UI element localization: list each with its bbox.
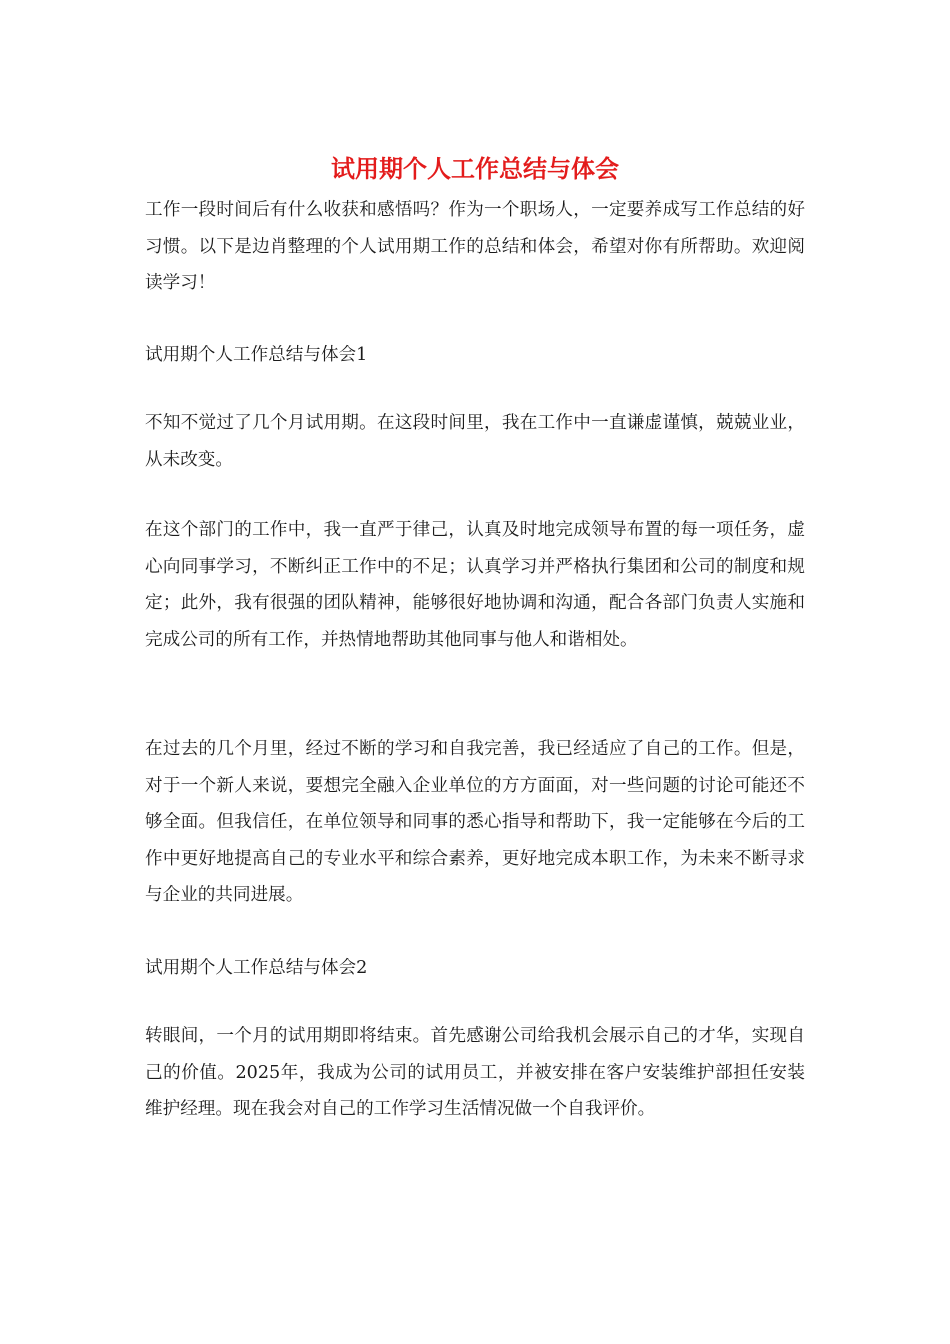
- section1-paragraph: 不知不觉过了几个月试用期。在这段时间里，我在工作中一直谦虚谨慎，兢兢业业，从未改变。: [145, 413, 805, 470]
- section-heading-1: 试用期个人工作总结与体会1: [145, 345, 368, 365]
- section-heading-2: 试用期个人工作总结与体会2: [145, 958, 368, 978]
- document-title: 试用期个人工作总结与体会: [331, 154, 619, 183]
- section2-paragraph: 转眼间，一个月的试用期即将结束。首先感谢公司给我机会展示自己的才华，实现自己的价值。2025年，我成为公司的试用员工，并被安排在客户安装维护部担任安装维护经理。现在我会对自己的工作学习生活情况做一个自我评价。: [145, 1026, 805, 1119]
- intro-paragraph: 工作一段时间后有什么收获和感悟吗？作为一个职场人，一定要养成写工作总结的好习惯。以下是边肖整理的个人试用期工作的总结和体会，希望对你有所帮助。欢迎阅读学习！: [145, 200, 805, 293]
- section1-paragraph: 在过去的几个月里，经过不断的学习和自我完善，我已经适应了自己的工作。但是，对于一个新人来说，要想完全融入企业单位的方方面面，对一些问题的讨论可能还不够全面。但我信任，在单位领导和同事的悉心指导和帮助下，我一定能够在今后的工作中更好地提高自己的专业水平和综合素养，更好地完成本职工作，为未来不断寻求与企业的共同进展。: [145, 739, 805, 905]
- section1-paragraph: 在这个部门的工作中，我一直严于律己，认真及时地完成领导布置的每一项任务，虚心向同事学习，不断纠正工作中的不足；认真学习并严格执行集团和公司的制度和规定；此外，我有很强的团队精神，能够很好地协调和沟通，配合各部门负责人实施和完成公司的所有工作，并热情地帮助其他同事与他人和谐相处。: [145, 520, 805, 650]
